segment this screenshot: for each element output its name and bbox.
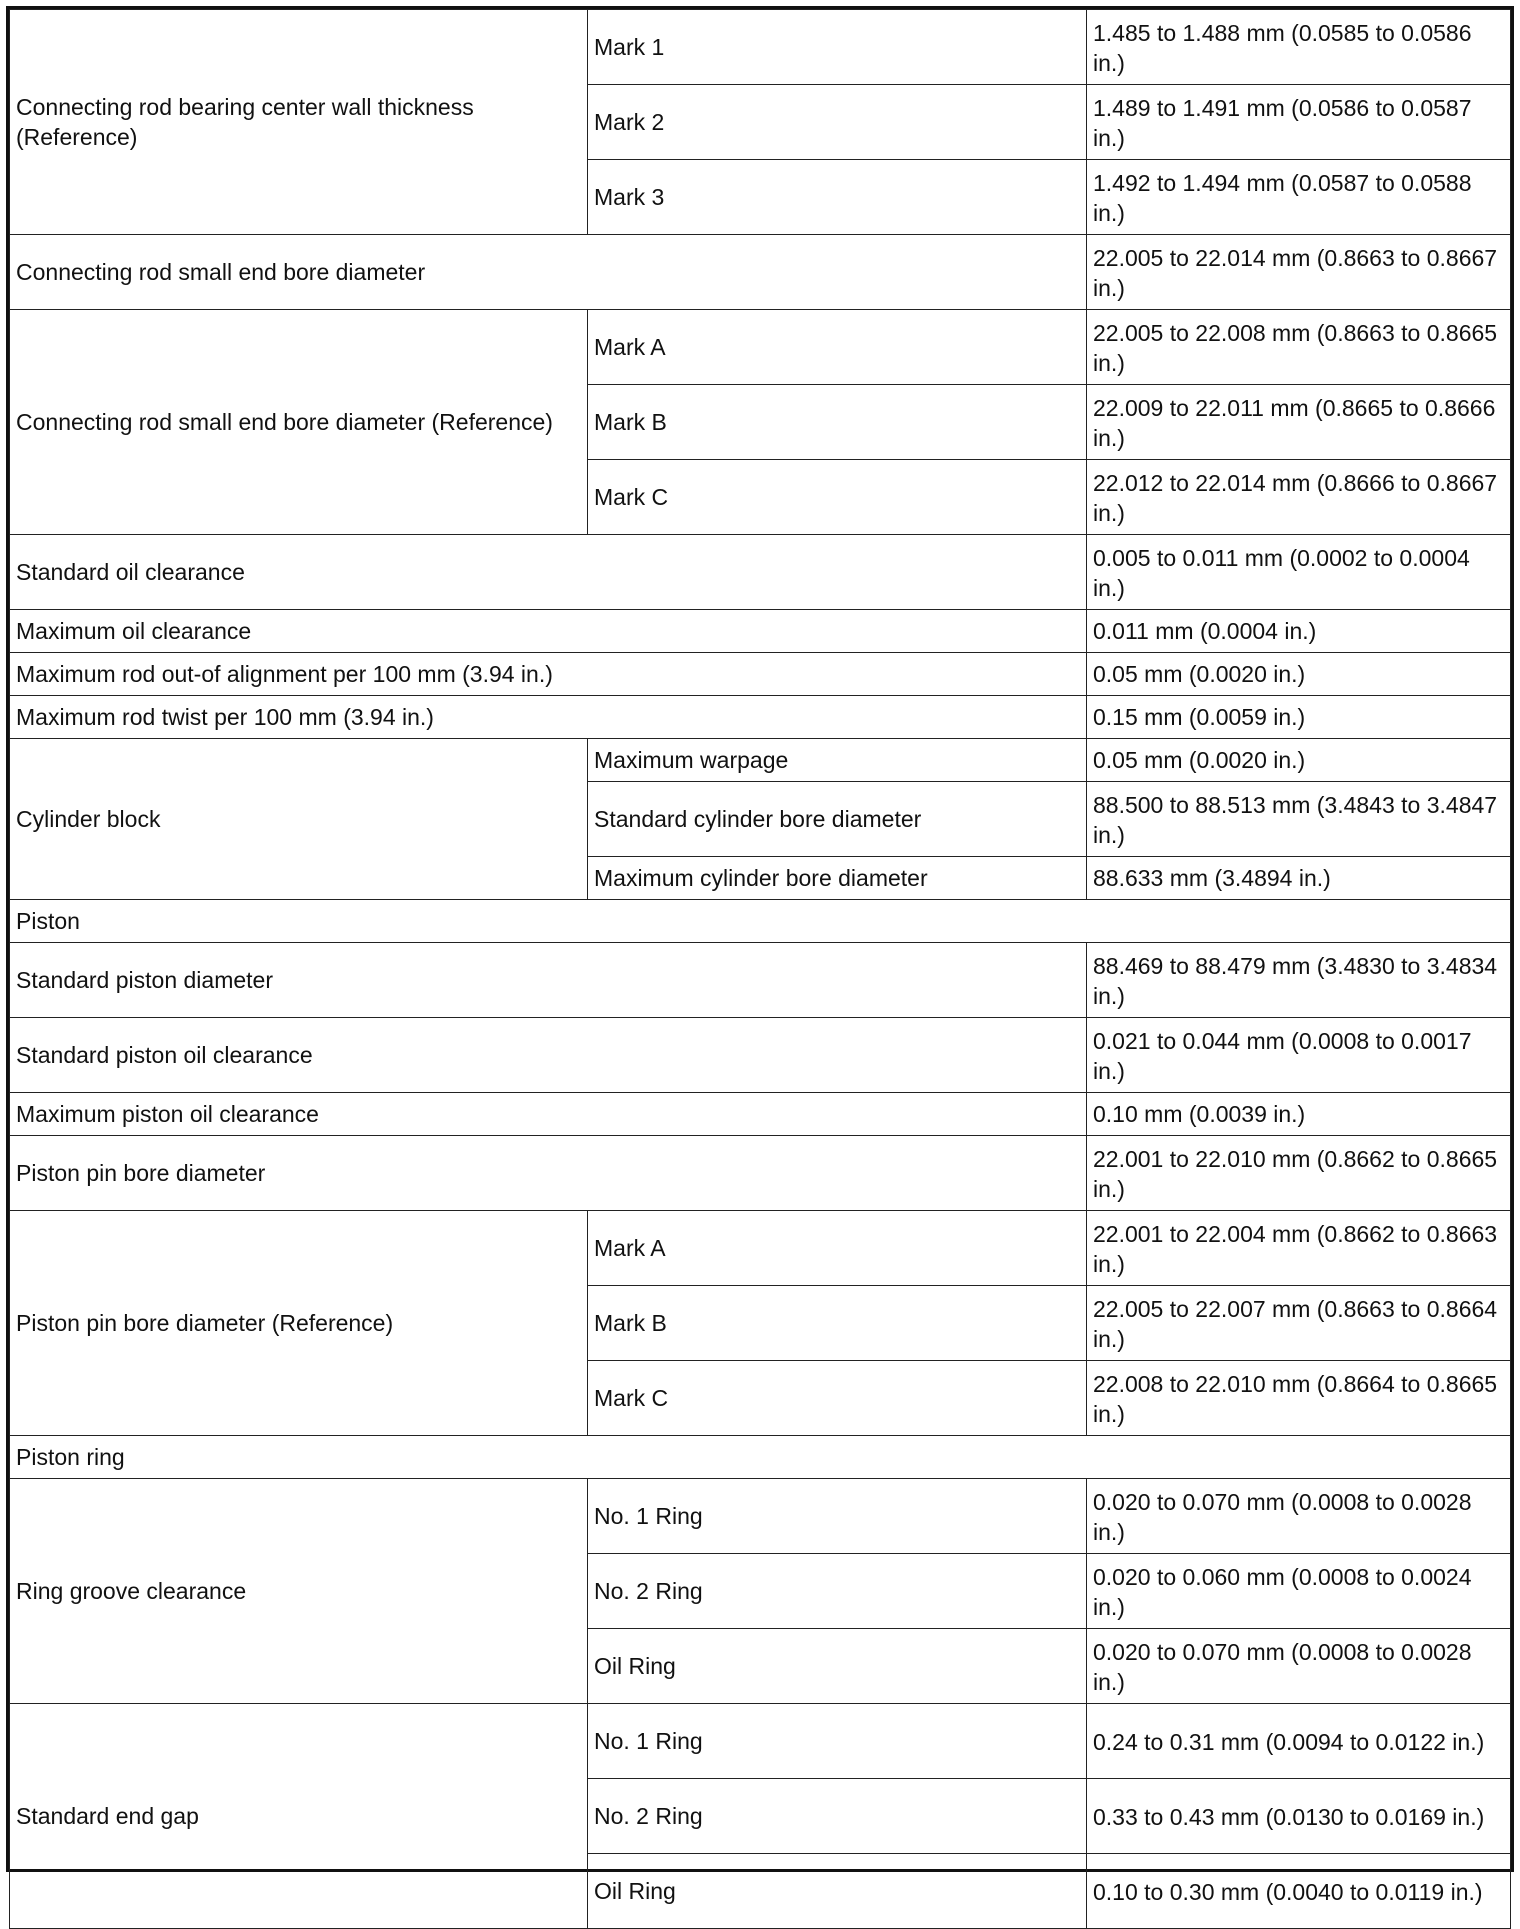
row-label: Cylinder block [10,739,588,900]
row-value: 22.005 to 22.007 mm (0.8663 to 0.8664 in.) [1087,1286,1511,1361]
row-sublabel: Mark A [588,1211,1087,1286]
row-label: Piston pin bore diameter (Reference) [10,1211,588,1436]
row-sublabel: Mark 3 [588,160,1087,235]
row-value: 0.021 to 0.044 mm (0.0008 to 0.0017 in.) [1087,1018,1511,1093]
row-sublabel: Oil Ring [588,1854,1087,1929]
table-row [10,310,1511,385]
row-sublabel: Oil Ring [588,1629,1087,1704]
row-value: 0.020 to 0.070 mm (0.0008 to 0.0028 in.) [1087,1479,1511,1554]
row-label: Maximum piston oil clearance [10,1093,1087,1136]
row-label: Standard piston oil clearance [10,1018,1087,1093]
row-label: Piston pin bore diameter [10,1136,1087,1211]
table-row [10,610,1511,653]
row-value: 22.001 to 22.004 mm (0.8662 to 0.8663 in.) [1087,1211,1511,1286]
row-value: 0.020 to 0.060 mm (0.0008 to 0.0024 in.) [1087,1554,1511,1629]
table-row [10,739,1511,782]
table-row [10,1136,1511,1211]
table-row [10,1211,1511,1286]
row-value: 22.009 to 22.011 mm (0.8665 to 0.8666 in.) [1087,385,1511,460]
table-row [10,1704,1511,1779]
row-value: 22.005 to 22.014 mm (0.8663 to 0.8667 in.) [1087,235,1511,310]
row-label: Standard end gap [10,1704,588,1929]
row-sublabel: Mark C [588,1361,1087,1436]
row-sublabel: Mark 2 [588,85,1087,160]
table-row [10,535,1511,610]
row-sublabel: No. 2 Ring [588,1779,1087,1854]
table-row [10,696,1511,739]
row-value: 88.633 mm (3.4894 in.) [1087,857,1511,900]
row-value: 22.008 to 22.010 mm (0.8664 to 0.8665 in.) [1087,1361,1511,1436]
specifications-table [9,9,1511,1929]
row-sublabel: No. 1 Ring [588,1704,1087,1779]
row-value: 0.05 mm (0.0020 in.) [1087,739,1511,782]
row-value: 0.10 mm (0.0039 in.) [1087,1093,1511,1136]
row-label: Maximum rod twist per 100 mm (3.94 in.) [10,696,1087,739]
row-sublabel: Maximum warpage [588,739,1087,782]
section-title: Piston [10,900,1511,943]
section-title: Piston ring [10,1436,1511,1479]
row-label: Connecting rod small end bore diameter (Reference) [10,310,588,535]
row-value: 1.492 to 1.494 mm (0.0587 to 0.0588 in.) [1087,160,1511,235]
row-label: Standard piston diameter [10,943,1087,1018]
row-label: Maximum oil clearance [10,610,1087,653]
row-value: 1.489 to 1.491 mm (0.0586 to 0.0587 in.) [1087,85,1511,160]
row-sublabel: No. 1 Ring [588,1479,1087,1554]
row-value: 0.24 to 0.31 mm (0.0094 to 0.0122 in.) [1087,1704,1511,1779]
table-row [10,10,1511,85]
row-value: 22.005 to 22.008 mm (0.8663 to 0.8665 in.) [1087,310,1511,385]
row-value: 0.005 to 0.011 mm (0.0002 to 0.0004 in.) [1087,535,1511,610]
row-sublabel: Mark C [588,460,1087,535]
row-sublabel: Mark B [588,385,1087,460]
row-value: 1.485 to 1.488 mm (0.0585 to 0.0586 in.) [1087,10,1511,85]
row-value: 0.33 to 0.43 mm (0.0130 to 0.0169 in.) [1087,1779,1511,1854]
row-value: 0.020 to 0.070 mm (0.0008 to 0.0028 in.) [1087,1629,1511,1704]
row-value: 22.012 to 22.014 mm (0.8666 to 0.8667 in.) [1087,460,1511,535]
row-label: Connecting rod bearing center wall thickness (Reference) [10,10,588,235]
table-row [10,1479,1511,1554]
row-value: 0.011 mm (0.0004 in.) [1087,610,1511,653]
row-value: 88.469 to 88.479 mm (3.4830 to 3.4834 in.) [1087,943,1511,1018]
row-value: 0.10 to 0.30 mm (0.0040 to 0.0119 in.) [1087,1854,1511,1929]
row-sublabel: Mark 1 [588,10,1087,85]
row-label: Ring groove clearance [10,1479,588,1704]
row-label: Standard oil clearance [10,535,1087,610]
row-value: 88.500 to 88.513 mm (3.4843 to 3.4847 in.) [1087,782,1511,857]
row-sublabel: Standard cylinder bore diameter [588,782,1087,857]
table-row [10,235,1511,310]
row-value: 0.15 mm (0.0059 in.) [1087,696,1511,739]
table-row [10,1018,1511,1093]
table-row [10,943,1511,1018]
row-label: Connecting rod small end bore diameter [10,235,1087,310]
table-row [10,653,1511,696]
row-sublabel: Maximum cylinder bore diameter [588,857,1087,900]
row-sublabel: No. 2 Ring [588,1554,1087,1629]
section-header-row [10,900,1511,943]
section-header-row [10,1436,1511,1479]
spec-sheet [6,6,1514,1905]
row-sublabel: Mark A [588,310,1087,385]
row-value: 0.05 mm (0.0020 in.) [1087,653,1511,696]
row-value: 22.001 to 22.010 mm (0.8662 to 0.8665 in.) [1087,1136,1511,1211]
table-row [10,1093,1511,1136]
row-label: Maximum rod out-of alignment per 100 mm (3.94 in.) [10,653,1087,696]
row-sublabel: Mark B [588,1286,1087,1361]
